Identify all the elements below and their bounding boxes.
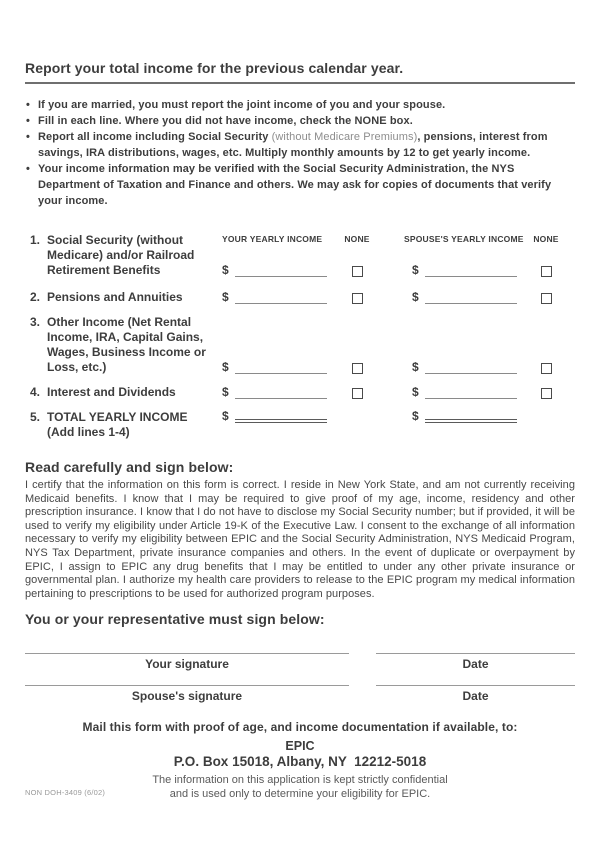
blank-line-double[interactable] — [425, 410, 517, 423]
signature-section — [25, 653, 575, 703]
signature-row-applicant — [25, 653, 575, 671]
none-checkbox-your-2[interactable] — [327, 293, 387, 305]
none-checkbox-your-4[interactable] — [327, 388, 387, 400]
sign-instruction-heading: You or your representative must sign below: — [25, 611, 325, 628]
checkbox-icon[interactable] — [541, 363, 552, 374]
your-signature-field[interactable] — [25, 653, 349, 671]
confidential-line-1: The information on this application is kept strictly confidential — [152, 774, 448, 787]
column-header-none-spouse: NONE — [533, 234, 559, 244]
checkbox-icon[interactable] — [352, 388, 363, 399]
signature-label: Your signature — [145, 657, 229, 672]
total-your-income-field[interactable] — [222, 410, 327, 424]
row-label-text: Other Income (Net Rental Income, IRA, Capital Gains, Wages, Business Income or Loss, etc.) — [47, 315, 206, 374]
income-table — [25, 233, 575, 440]
instruction-report-all-income — [25, 129, 575, 161]
mail-recipient: EPIC — [285, 739, 315, 754]
instruction-text-light: (without Medicare Premiums) — [271, 131, 418, 143]
instruction-verification — [25, 161, 575, 209]
instruction-married — [25, 97, 575, 113]
dollar-sign: $ — [412, 360, 419, 374]
row-number: 5. — [30, 410, 41, 424]
row-number: 2. — [30, 290, 41, 304]
checkbox-icon[interactable] — [352, 363, 363, 374]
dollar-sign: $ — [222, 360, 229, 374]
dollar-sign: $ — [412, 385, 419, 399]
your-signature-date-field[interactable] — [376, 653, 575, 671]
mail-instruction: Mail this form with proof of age, and income documentation if available, to: — [82, 720, 518, 735]
blank-line[interactable] — [235, 388, 327, 399]
row-label-text — [47, 410, 187, 440]
spouse-income-field-1[interactable] — [412, 264, 517, 278]
blank-line[interactable] — [425, 388, 517, 399]
form-number: NON DOH-3409 (6/02) — [25, 788, 106, 797]
dollar-sign: $ — [222, 263, 229, 277]
your-income-field-3[interactable] — [222, 361, 327, 375]
none-checkbox-spouse-2[interactable] — [517, 293, 575, 305]
total-spouse-income-field[interactable] — [412, 410, 517, 424]
certification-text: I certify that the information on this form is correct. I reside in New York State, and am not currently receiving Medicaid benefits. I know that I may be required to give proof of my age, income, residency and other prescription insurance. I know that I do not have to disclose my Social Security number; but if provided, it will be used to verify my eligibility under Article 19-K of the Executive Law. I consent to the exchange of all information necessary to verify my eligibility between EPIC and the Social Security Administration, NYS Medicaid Program, NYS Tax Department, private insurance companies and others. In the event of duplicate or overpayment by EPIC, I assign to EPIC any drug benefits that I may be entitled to under any other private insurance or governmental plan. I authorize my health care providers to release to the EPIC program my medical information pertaining to prescriptions to be used for authorized program purposes. — [25, 479, 575, 600]
checkbox-icon[interactable] — [541, 293, 552, 304]
blank-line[interactable] — [235, 363, 327, 374]
none-checkbox-spouse-4[interactable] — [517, 388, 575, 400]
checkbox-icon[interactable] — [352, 293, 363, 304]
dollar-sign: $ — [222, 385, 229, 399]
instruction-text: Your income information may be verified with the Social Security Administration, the NYS Department of Taxation and Finance and others. We may ask for copies of documents that verify your income. — [38, 163, 552, 207]
row-label — [25, 315, 222, 375]
row-label-text: Interest and Dividends — [47, 385, 176, 399]
spouse-signature-date-field[interactable] — [376, 685, 575, 703]
checkbox-icon[interactable] — [352, 266, 363, 277]
column-header-spouse-income: SPOUSE'S YEARLY INCOME — [404, 234, 524, 244]
spouse-income-field-3[interactable] — [412, 361, 517, 375]
row-number: 3. — [30, 315, 41, 329]
table-row-other-income — [25, 315, 575, 375]
instruction-text: Fill in each line. Where you did not have income, check the NONE box. — [38, 115, 413, 127]
column-header-your-income: YOUR YEARLY INCOME — [222, 234, 323, 244]
blank-line[interactable] — [235, 293, 327, 304]
blank-line-double[interactable] — [235, 410, 327, 423]
your-income-field-2[interactable] — [222, 291, 327, 305]
confidentiality-note — [25, 773, 575, 801]
row-label-text: Pensions and Annuities — [47, 290, 183, 304]
dollar-sign: $ — [222, 290, 229, 304]
date-label: Date — [462, 689, 489, 704]
table-row-pensions — [25, 290, 575, 305]
dollar-sign: $ — [412, 263, 419, 277]
instruction-text: Report all income including Social Security — [38, 131, 272, 143]
none-checkbox-your-3[interactable] — [327, 363, 387, 375]
row-label-text: Social Security (without Medicare) and/or Railroad Retirement Benefits — [47, 233, 195, 277]
none-checkbox-spouse-3[interactable] — [517, 363, 575, 375]
confidential-line-2: and is used only to determine your eligibility for EPIC. — [169, 788, 431, 801]
dollar-sign: $ — [222, 409, 229, 423]
spouse-income-field-2[interactable] — [412, 291, 517, 305]
dollar-sign: $ — [412, 409, 419, 423]
none-checkbox-your-1[interactable] — [327, 266, 387, 278]
blank-line[interactable] — [425, 266, 517, 277]
instructions-list — [25, 97, 575, 209]
mailing-section — [25, 720, 575, 801]
signature-row-spouse — [25, 685, 575, 703]
page-title: Report your total income for the previous calendar year. — [25, 60, 575, 84]
row-label — [25, 385, 222, 400]
blank-line[interactable] — [425, 293, 517, 304]
dollar-sign: $ — [412, 290, 419, 304]
blank-line[interactable] — [235, 266, 327, 277]
row-number: 1. — [30, 233, 41, 247]
table-row-total — [25, 410, 575, 440]
date-label: Date — [462, 657, 489, 672]
row-number: 4. — [30, 385, 41, 399]
row-label — [25, 290, 222, 305]
signature-label: Spouse's signature — [131, 689, 243, 704]
instruction-fill-each-line — [25, 113, 575, 129]
checkbox-icon[interactable] — [541, 266, 552, 277]
row-label — [25, 410, 222, 440]
your-income-field-1[interactable] — [222, 264, 327, 278]
total-sublabel: (Add lines 1-4) — [47, 425, 130, 439]
your-income-field-4[interactable] — [222, 386, 327, 400]
column-header-none-your: NONE — [344, 234, 370, 244]
instruction-text: If you are married, you must report the joint income of you and your spouse. — [38, 99, 446, 111]
certification-heading: Read carefully and sign below: — [25, 459, 234, 475]
income-table-header — [25, 234, 575, 244]
blank-line[interactable] — [425, 363, 517, 374]
spouse-income-field-4[interactable] — [412, 386, 517, 400]
checkbox-icon[interactable] — [541, 388, 552, 399]
instruction-text: , pensions, interest from savings, IRA distributions, wages, etc. Multiply monthly amounts by 12 to get yearly income. — [38, 131, 548, 159]
spouse-signature-field[interactable] — [25, 685, 349, 703]
table-row-interest-dividends — [25, 385, 575, 400]
none-checkbox-spouse-1[interactable] — [517, 266, 575, 278]
mail-address: P.O. Box 15018, Albany, NY 12212-5018 — [173, 754, 427, 770]
total-label: TOTAL YEARLY INCOME — [47, 410, 188, 424]
